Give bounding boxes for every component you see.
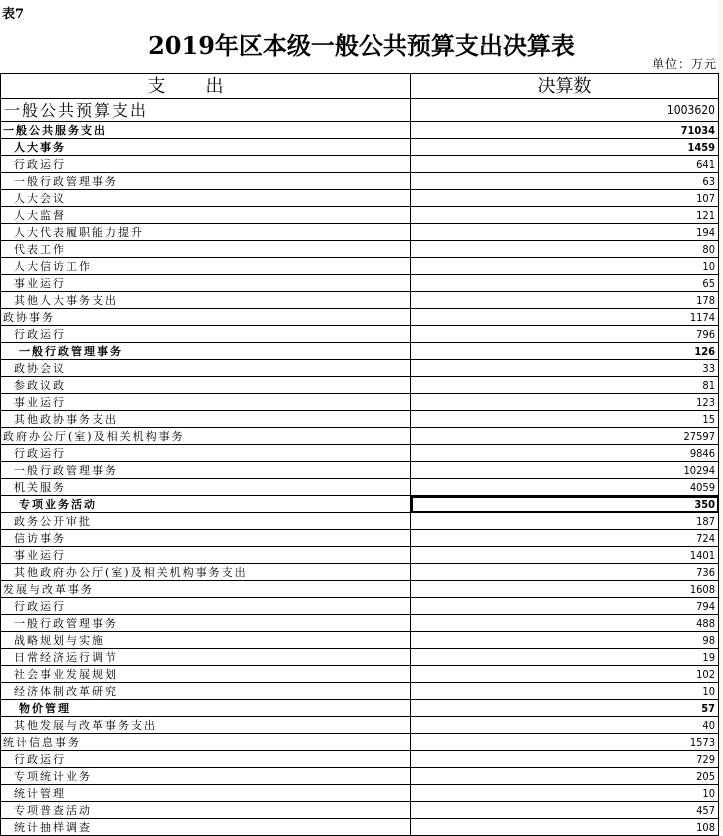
table-row [1, 632, 719, 649]
row-value[interactable]: 123 [411, 394, 719, 411]
row-value[interactable]: 98 [411, 632, 719, 649]
table-row [1, 598, 719, 615]
table-row [1, 411, 719, 428]
row-value[interactable]: 126 [411, 343, 719, 360]
row-label[interactable]: 社会事业发展规划 [1, 666, 411, 683]
row-label[interactable]: 统计抽样调查 [1, 819, 411, 836]
row-value[interactable]: 107 [411, 190, 719, 207]
row-label[interactable]: 一般行政管理事务 [1, 343, 411, 360]
row-value[interactable]: 1174 [411, 309, 719, 326]
row-label[interactable]: 一般行政管理事务 [1, 462, 411, 479]
table-row [1, 547, 719, 564]
row-label[interactable]: 发展与改革事务 [1, 581, 411, 598]
table-row [1, 462, 719, 479]
row-label[interactable]: 人大事务 [1, 139, 411, 156]
total-value[interactable]: 1003620 [411, 99, 719, 122]
column-header-expenditure[interactable]: 支出 [1, 74, 411, 99]
row-value[interactable]: 350 [411, 496, 719, 513]
table-row [1, 530, 719, 547]
table-row [1, 734, 719, 751]
row-value[interactable]: 80 [411, 241, 719, 258]
row-label[interactable]: 专项统计业务 [1, 768, 411, 785]
row-value[interactable]: 178 [411, 292, 719, 309]
row-label[interactable]: 一般行政管理事务 [1, 173, 411, 190]
row-label[interactable]: 事业运行 [1, 394, 411, 411]
row-value[interactable]: 4059 [411, 479, 719, 496]
row-value[interactable]: 796 [411, 326, 719, 343]
table-row [1, 513, 719, 530]
table-row [1, 819, 719, 836]
row-label[interactable]: 政府办公厅(室)及相关机构事务 [1, 428, 411, 445]
table-row [1, 122, 719, 139]
row-value[interactable]: 1573 [411, 734, 719, 751]
table-row [1, 343, 719, 360]
table-row [1, 496, 719, 513]
table-row [1, 768, 719, 785]
row-value[interactable]: 40 [411, 717, 719, 734]
table-row [1, 445, 719, 462]
table-row [1, 241, 719, 258]
row-label[interactable]: 人大会议 [1, 190, 411, 207]
row-value[interactable]: 10 [411, 785, 719, 802]
table-row [1, 666, 719, 683]
row-label[interactable]: 其他政府办公厅(室)及相关机构事务支出 [1, 564, 411, 581]
table-row [1, 224, 719, 241]
row-value[interactable]: 27597 [411, 428, 719, 445]
row-label[interactable]: 其他政协事务支出 [1, 411, 411, 428]
row-label[interactable]: 人大监督 [1, 207, 411, 224]
row-value[interactable]: 10 [411, 683, 719, 700]
row-label[interactable]: 人大代表履职能力提升 [1, 224, 411, 241]
row-label[interactable]: 一般行政管理事务 [1, 615, 411, 632]
column-header-final-amount[interactable]: 决算数 [411, 74, 719, 99]
row-value[interactable]: 1459 [411, 139, 719, 156]
row-value[interactable]: 457 [411, 802, 719, 819]
row-label[interactable]: 一般公共服务支出 [1, 122, 411, 139]
total-row [1, 99, 719, 122]
row-value[interactable]: 81 [411, 377, 719, 394]
table-row [1, 649, 719, 666]
table-row [1, 564, 719, 581]
table-row [1, 394, 719, 411]
table-row [1, 751, 719, 768]
expenditure-table [0, 73, 719, 836]
row-value[interactable]: 9846 [411, 445, 719, 462]
row-label[interactable]: 其他人大事务支出 [1, 292, 411, 309]
row-label[interactable]: 统计管理 [1, 785, 411, 802]
table-row [1, 479, 719, 496]
table-row [1, 190, 719, 207]
table-row [1, 785, 719, 802]
row-value[interactable]: 736 [411, 564, 719, 581]
row-label[interactable]: 代表工作 [1, 241, 411, 258]
row-value[interactable]: 10294 [411, 462, 719, 479]
table-row [1, 683, 719, 700]
row-label[interactable]: 其他发展与改革事务支出 [1, 717, 411, 734]
table-row [1, 377, 719, 394]
table-row [1, 207, 719, 224]
row-label[interactable]: 政协事务 [1, 309, 411, 326]
row-label[interactable]: 政协会议 [1, 360, 411, 377]
table-row [1, 428, 719, 445]
total-label[interactable]: 一般公共预算支出 [1, 99, 411, 122]
row-value[interactable]: 65 [411, 275, 719, 292]
row-value[interactable]: 641 [411, 156, 719, 173]
row-label[interactable]: 行政运行 [1, 156, 411, 173]
table-row [1, 700, 719, 717]
row-label[interactable]: 统计信息事务 [1, 734, 411, 751]
row-value[interactable]: 71034 [411, 122, 719, 139]
table-row [1, 615, 719, 632]
row-label[interactable]: 人大信访工作 [1, 258, 411, 275]
row-label[interactable]: 日常经济运行调节 [1, 649, 411, 666]
table-row [1, 360, 719, 377]
row-value[interactable]: 187 [411, 513, 719, 530]
table-row [1, 581, 719, 598]
row-label[interactable]: 专项普查活动 [1, 802, 411, 819]
table-row [1, 326, 719, 343]
row-value[interactable]: 19 [411, 649, 719, 666]
table-row [1, 717, 719, 734]
row-value[interactable]: 194 [411, 224, 719, 241]
row-label[interactable]: 物价管理 [1, 700, 411, 717]
row-label[interactable]: 事业运行 [1, 275, 411, 292]
row-value[interactable]: 794 [411, 598, 719, 615]
row-value[interactable]: 15 [411, 411, 719, 428]
table-row [1, 309, 719, 326]
table-row [1, 802, 719, 819]
row-value[interactable]: 33 [411, 360, 719, 377]
row-value[interactable]: 1401 [411, 547, 719, 564]
table-row [1, 173, 719, 190]
row-label[interactable]: 参政议政 [1, 377, 411, 394]
row-value[interactable]: 488 [411, 615, 719, 632]
row-value[interactable]: 1608 [411, 581, 719, 598]
table-row [1, 275, 719, 292]
table-header-row [1, 74, 719, 99]
row-value[interactable]: 63 [411, 173, 719, 190]
row-label[interactable]: 行政运行 [1, 598, 411, 615]
table-row [1, 156, 719, 173]
row-value[interactable]: 108 [411, 819, 719, 836]
table-row [1, 292, 719, 309]
row-label[interactable]: 行政运行 [1, 751, 411, 768]
row-value[interactable]: 102 [411, 666, 719, 683]
row-value[interactable]: 729 [411, 751, 719, 768]
row-value[interactable]: 205 [411, 768, 719, 785]
table-row [1, 258, 719, 275]
row-value[interactable]: 121 [411, 207, 719, 224]
row-label[interactable]: 事业运行 [1, 547, 411, 564]
row-label[interactable]: 行政运行 [1, 326, 411, 343]
row-value[interactable]: 10 [411, 258, 719, 275]
table-row [1, 139, 719, 156]
row-label[interactable]: 行政运行 [1, 445, 411, 462]
page-title: 2019年区本级一般公共预算支出决算表 [148, 31, 575, 60]
row-label[interactable]: 专项业务活动 [1, 496, 411, 513]
unit-label: 单位：万元 [651, 57, 717, 71]
table-number: 表7 [2, 7, 25, 22]
row-label[interactable]: 机关服务 [1, 479, 411, 496]
row-value[interactable]: 724 [411, 530, 719, 547]
row-label[interactable]: 经济体制改革研究 [1, 683, 411, 700]
row-label[interactable]: 信访事务 [1, 530, 411, 547]
row-label[interactable]: 战略规划与实施 [1, 632, 411, 649]
row-label[interactable]: 政务公开审批 [1, 513, 411, 530]
row-value[interactable]: 57 [411, 700, 719, 717]
